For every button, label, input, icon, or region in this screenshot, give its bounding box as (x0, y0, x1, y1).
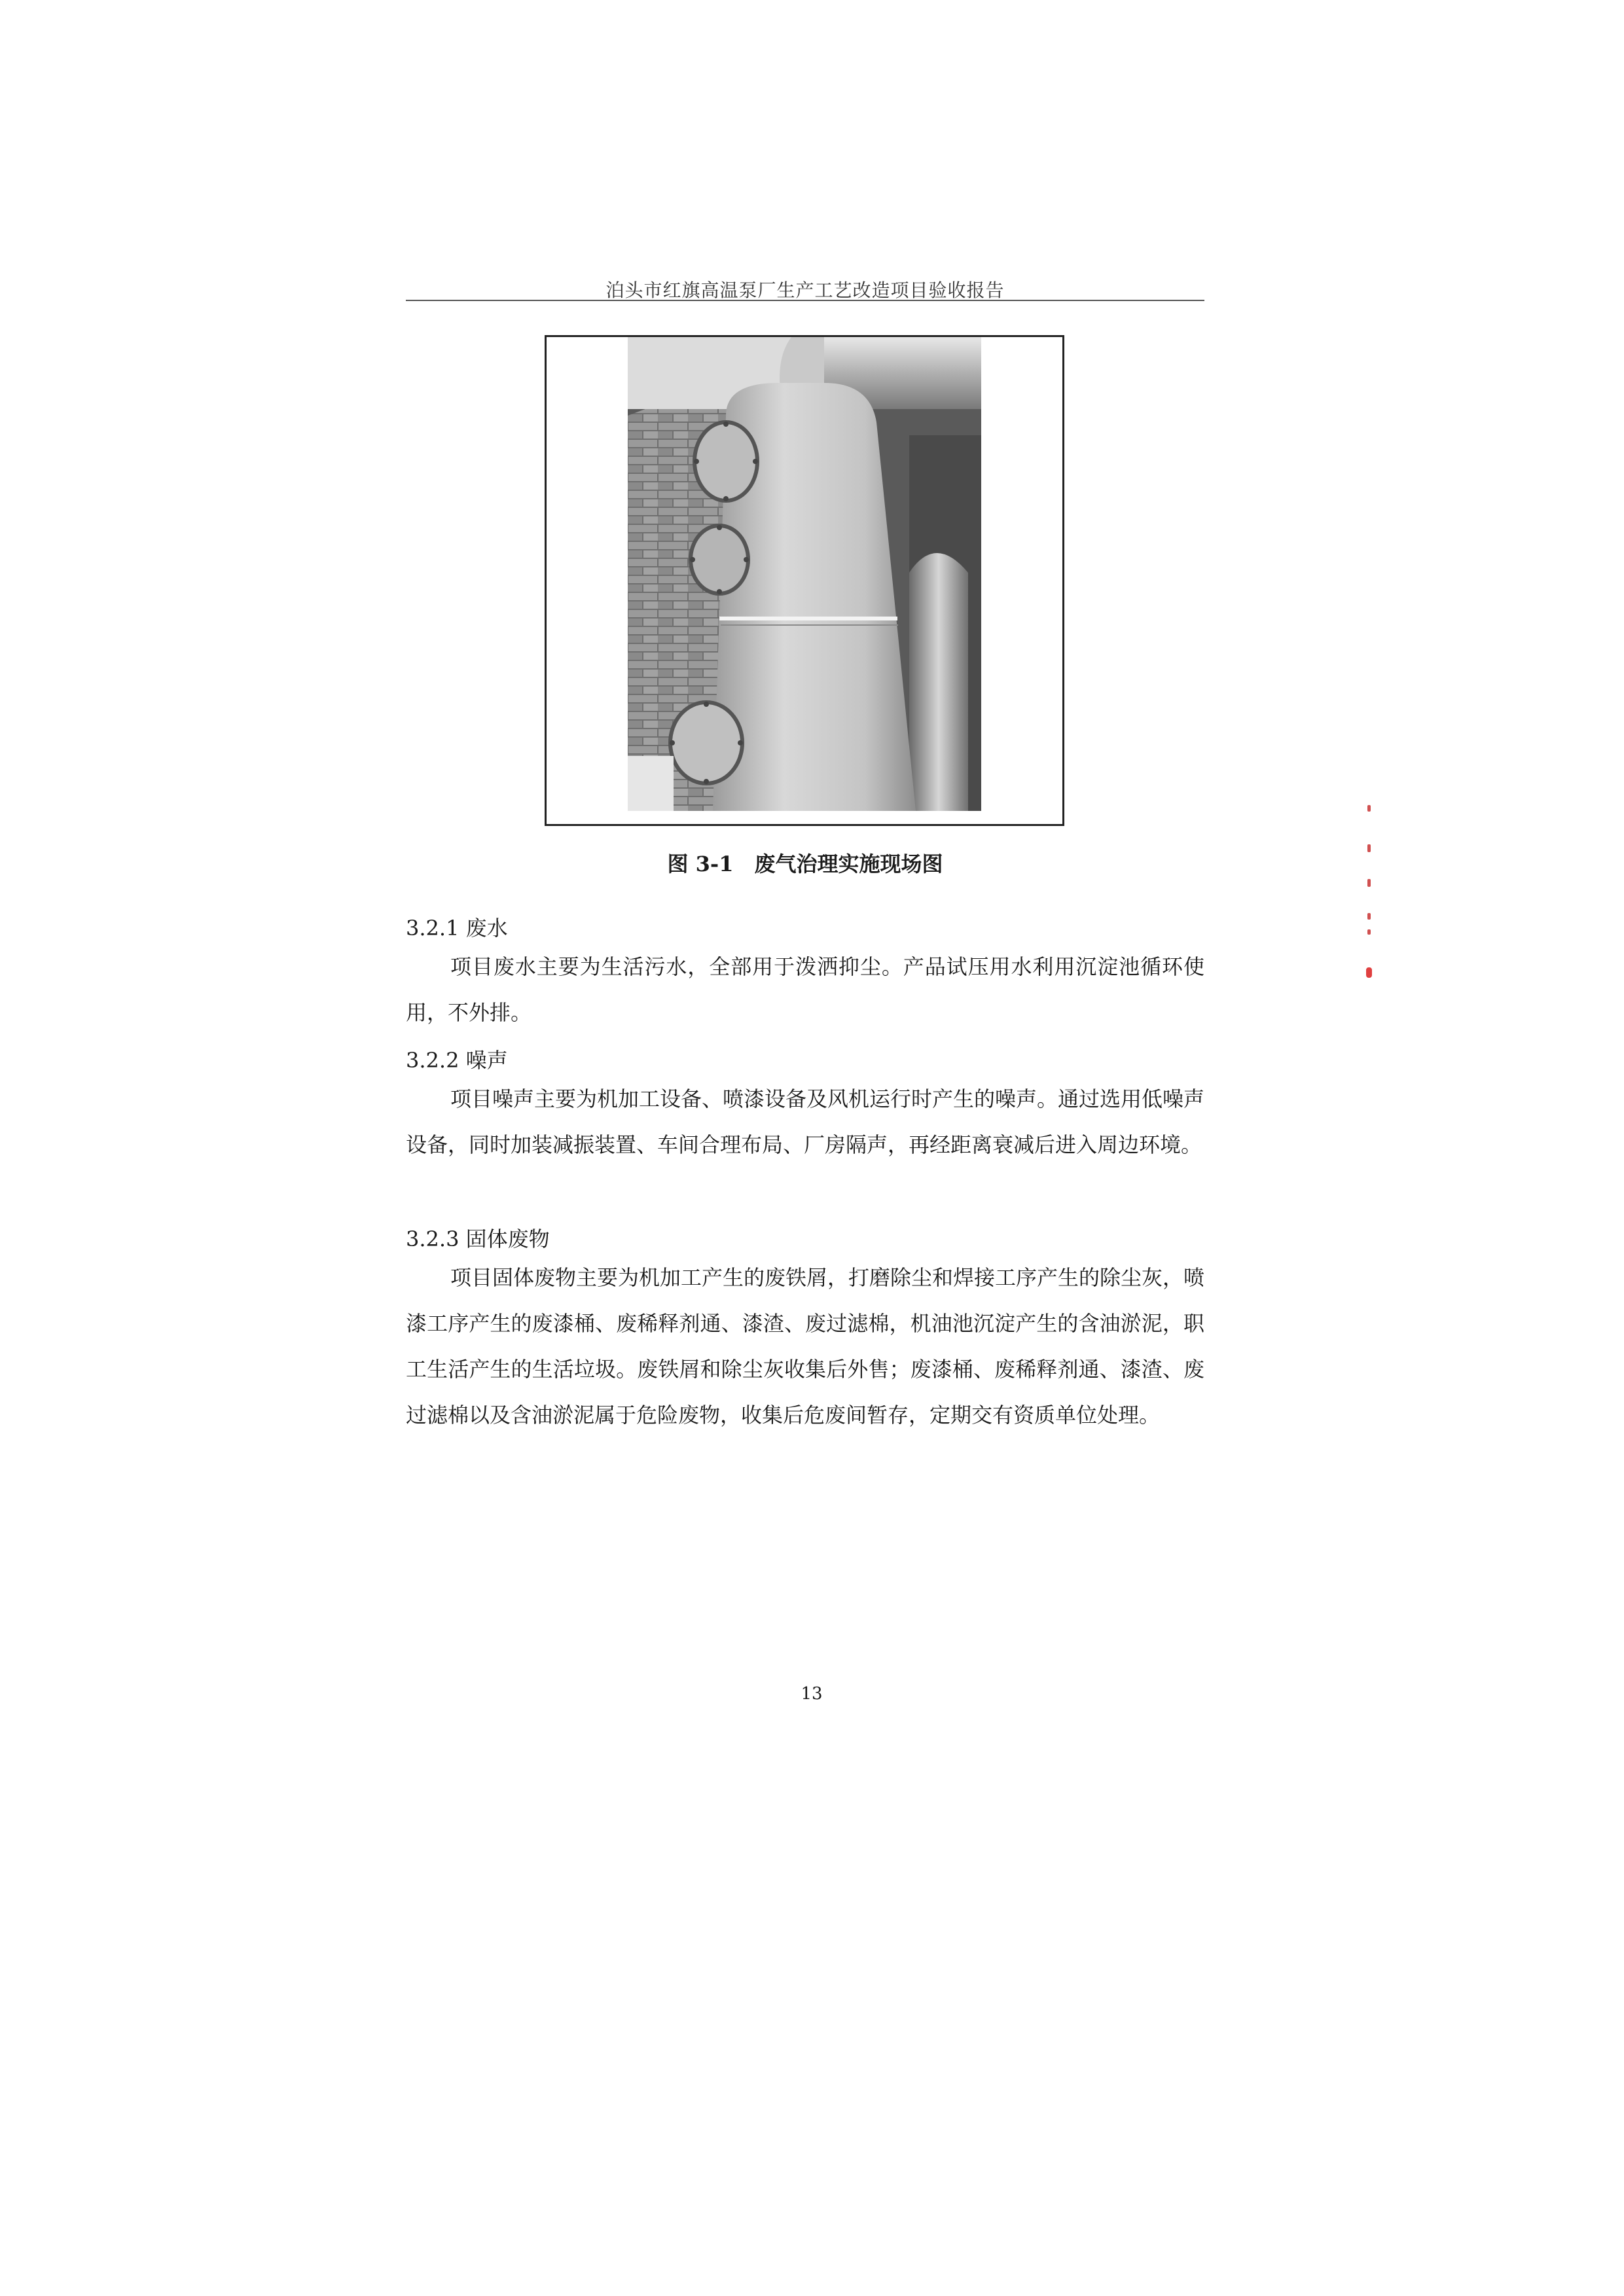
paragraph-solid-waste: 项目固体废物主要为机加工产生的废铁屑，打磨除尘和焊接工序产生的除尘灰，喷漆工序产生的废漆桶、废稀释剂通、漆渣、废过滤棉，机油池沉淀产生的含油淤泥，职工生活产生的生活垃圾。废铁屑和除尘灰收集后外售；废漆桶、废稀释剂通、漆渣、废过滤棉以及含油淤泥属于危险废物，收集后危废间暂存，定期交有资质单位处理。 (406, 1265, 1205, 1427)
scan-artifact (1366, 967, 1372, 978)
figure-frame (545, 335, 1064, 826)
figure-caption: 图 3-1 废气治理实施现场图 (667, 852, 943, 876)
paragraph-wastewater: 项目废水主要为生活污水，全部用于泼洒抑尘。产品试压用水利用沉淀池循环使用，不外排。 (406, 954, 1204, 1025)
section-heading-solid-waste: 3.2.3 固体废物 (406, 1227, 550, 1251)
scrubber-tower-photo (628, 337, 981, 811)
scan-artifact (1367, 929, 1371, 935)
section-heading-wastewater: 3.2.1 废水 (406, 916, 508, 941)
page-number: 13 (801, 1684, 823, 1704)
scan-artifact (1367, 913, 1371, 920)
section-heading-noise: 3.2.2 噪声 (406, 1048, 508, 1073)
paragraph-noise: 项目噪声主要为机加工设备、喷漆设备及风机运行时产生的噪声。通过选用低噪声设备，同时加装减振装置、车间合理布局、厂房隔声，再经距离衰减后进入周边环境。 (406, 1086, 1205, 1157)
scan-artifact (1367, 879, 1371, 887)
scan-artifact (1367, 844, 1371, 852)
scan-artifact (1367, 805, 1371, 812)
running-header: 泊头市红旗高温泵厂生产工艺改造项目验收报告 (605, 279, 1005, 301)
header-rule (406, 300, 1204, 301)
